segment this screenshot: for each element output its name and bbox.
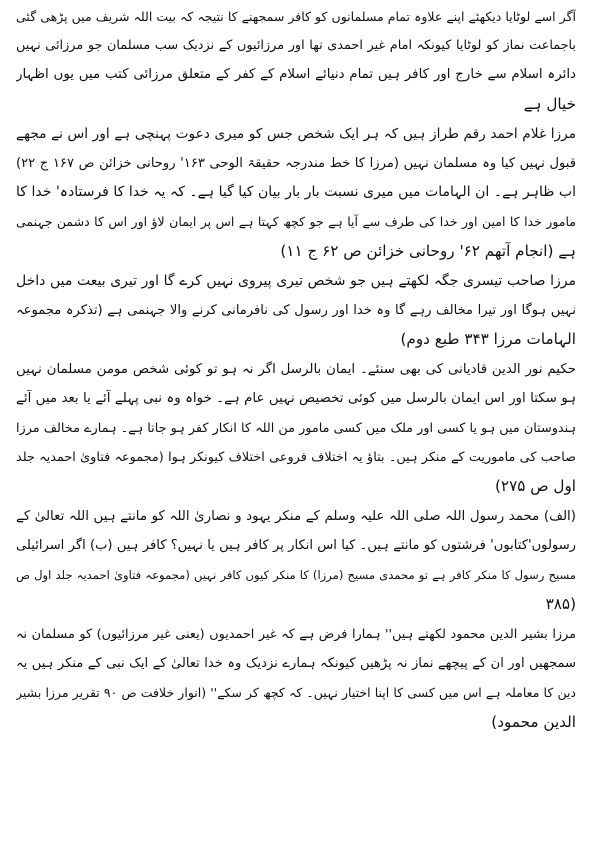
- text-line: مرزا صاحب تیسری جگہ لکھتے ہیں جو شخص تیری پیروی نہیں کرے گا اور تیری بیعت میں داخل: [16, 272, 576, 289]
- text-line: اب ظاہر ہے۔ ان الہامات میں میری نسبت بار بار بیان کیا گیا ہے۔ کہ یہ خدا کا فرستادہ' خدا کا: [16, 184, 576, 201]
- paragraph-4: [16, 355, 576, 501]
- text-line: صاحب کی ماموریت کے منکر ہیں۔ بتاؤ یہ اختلاف فروعی اختلاف کیونکر ہوا (مجموعہ فتاویٰ احمدیہ جلد: [16, 449, 576, 465]
- text-line: قبول نہیں کیا وہ مسلمان نہیں (مرزا کا خط مندرجہ حقیقۃ الوحی ۱۶۳' روحانی خزائن ص ۱۶۷ ج ۲۲): [16, 155, 576, 171]
- text-line: (الف) محمد رسول اللہ صلی اللہ علیہ وسلم کے منکر یہود و نصاریٰ اللہ کو مانتے ہیں اللہ تعالیٰ کے: [16, 509, 576, 525]
- paragraph-5: [16, 502, 576, 619]
- text-line: ہندوستان میں ہو یا کسی اور ملک میں کسی مامور من اللہ کا انکار کفر ہو جاتا ہے۔ ہمارے مخالف مرزا: [16, 420, 576, 436]
- text-line: ہو سکتا اور اس ایمان بالرسل میں کوئی تخصیص نہیں عام ہے۔ خواہ وہ نبی پہلے آئے یا بعد میں آئے: [16, 391, 576, 407]
- text-line: دائرہ اسلام سے خارج اور کافر ہیں تمام دنیائے اسلام کے کفر کے متعلق مرزائی کتب میں یوں اظہار: [16, 67, 576, 83]
- paragraph-1: [16, 2, 576, 119]
- paragraph-6: [16, 620, 576, 737]
- text-line: (۳۸۵: [545, 594, 576, 613]
- text-line: رسولوں'کتابوں' فرشتوں کو مانتے ہیں۔ کیا اس انکار پر کافر ہیں یا نہیں؟ کافر ہیں (ب) اگر اسرائیلی: [16, 538, 576, 554]
- text-line: اول ص ۲۷۵): [494, 477, 576, 495]
- text-line: باجماعت نماز کو لوٹایا کیونکہ امام غیر احمدی تھا اور مرزائیوں کے نزدیک سب مسلمان جو مرزائی نہیں: [16, 38, 576, 54]
- text-line: سمجھیں اور ان کے پیچھے نماز نہ پڑھیں کیونکہ ہمارے نزدیک وہ خدا تعالیٰ کے ایک نبی کے منکر ہیں یہ: [16, 656, 576, 672]
- text-line: آگر اسے لوٹایا دیکھئے اپنے علاوہ تمام مسلمانوں کو کافر سمجھنے کا نتیجہ کہ بیت اللہ شریف میں پڑھی گئی: [16, 9, 576, 24]
- text-line: مامور خدا کا امین اور خدا کی طرف سے آیا ہے جو کچھ کہتا ہے اس پر ایمان لاؤ اور اس کا دشمن جہنمی: [16, 214, 576, 230]
- text-line: مرزا بشیر الدین محمود لکھتے ہیں'' ہمارا فرض ہے کہ غیر احمدیوں (یعنی غیر مرزائیوں) کو مسلمان نہ: [16, 626, 576, 642]
- text-line: الہامات مرزا ۳۴۳ طبع دوم): [400, 330, 576, 349]
- text-line: الدین محمود): [491, 712, 576, 731]
- text-line: ہے (انجام آتھم ۶۲' روحانی خزائن ص ۶۲ ج ۱۱): [280, 241, 576, 260]
- paragraph-2: [16, 120, 576, 266]
- paragraph-3: [16, 267, 576, 355]
- text-line: نہیں ہوگا اور تیرا مخالف رہے گا وہ خدا اور رسول کی نافرمانی کرنے والا جہنمی ہے (تذکرہ مجموعہ: [16, 302, 576, 318]
- text-line: حکیم نور الدین قادیانی کی بھی سنئے۔ ایمان بالرسل اگر نہ ہو تو کوئی شخص مومن مسلمان نہیں: [16, 362, 576, 378]
- text-line: دین کا معاملہ ہے اس میں کسی کا اپنا اختیار نہیں۔ کہ کچھ کر سکے'' (انوار خلافت ص ۹۰ تقریر مرزا بشیر: [16, 685, 576, 701]
- text-line: مسیح رسول کا منکر کافر ہے تو محمدی مسیح (مرزا) کا منکر کیوں کافر نہیں (مجموعہ فتاویٰ احمدیہ جلد اول ص: [16, 567, 576, 582]
- text-line: خیال ہے: [523, 94, 576, 113]
- text-line: مرزا غلام احمد رقم طراز ہیں کہ ہر ایک شخص جس کو میری دعوت پہنچی ہے اور اس نے مجھے: [16, 125, 576, 142]
